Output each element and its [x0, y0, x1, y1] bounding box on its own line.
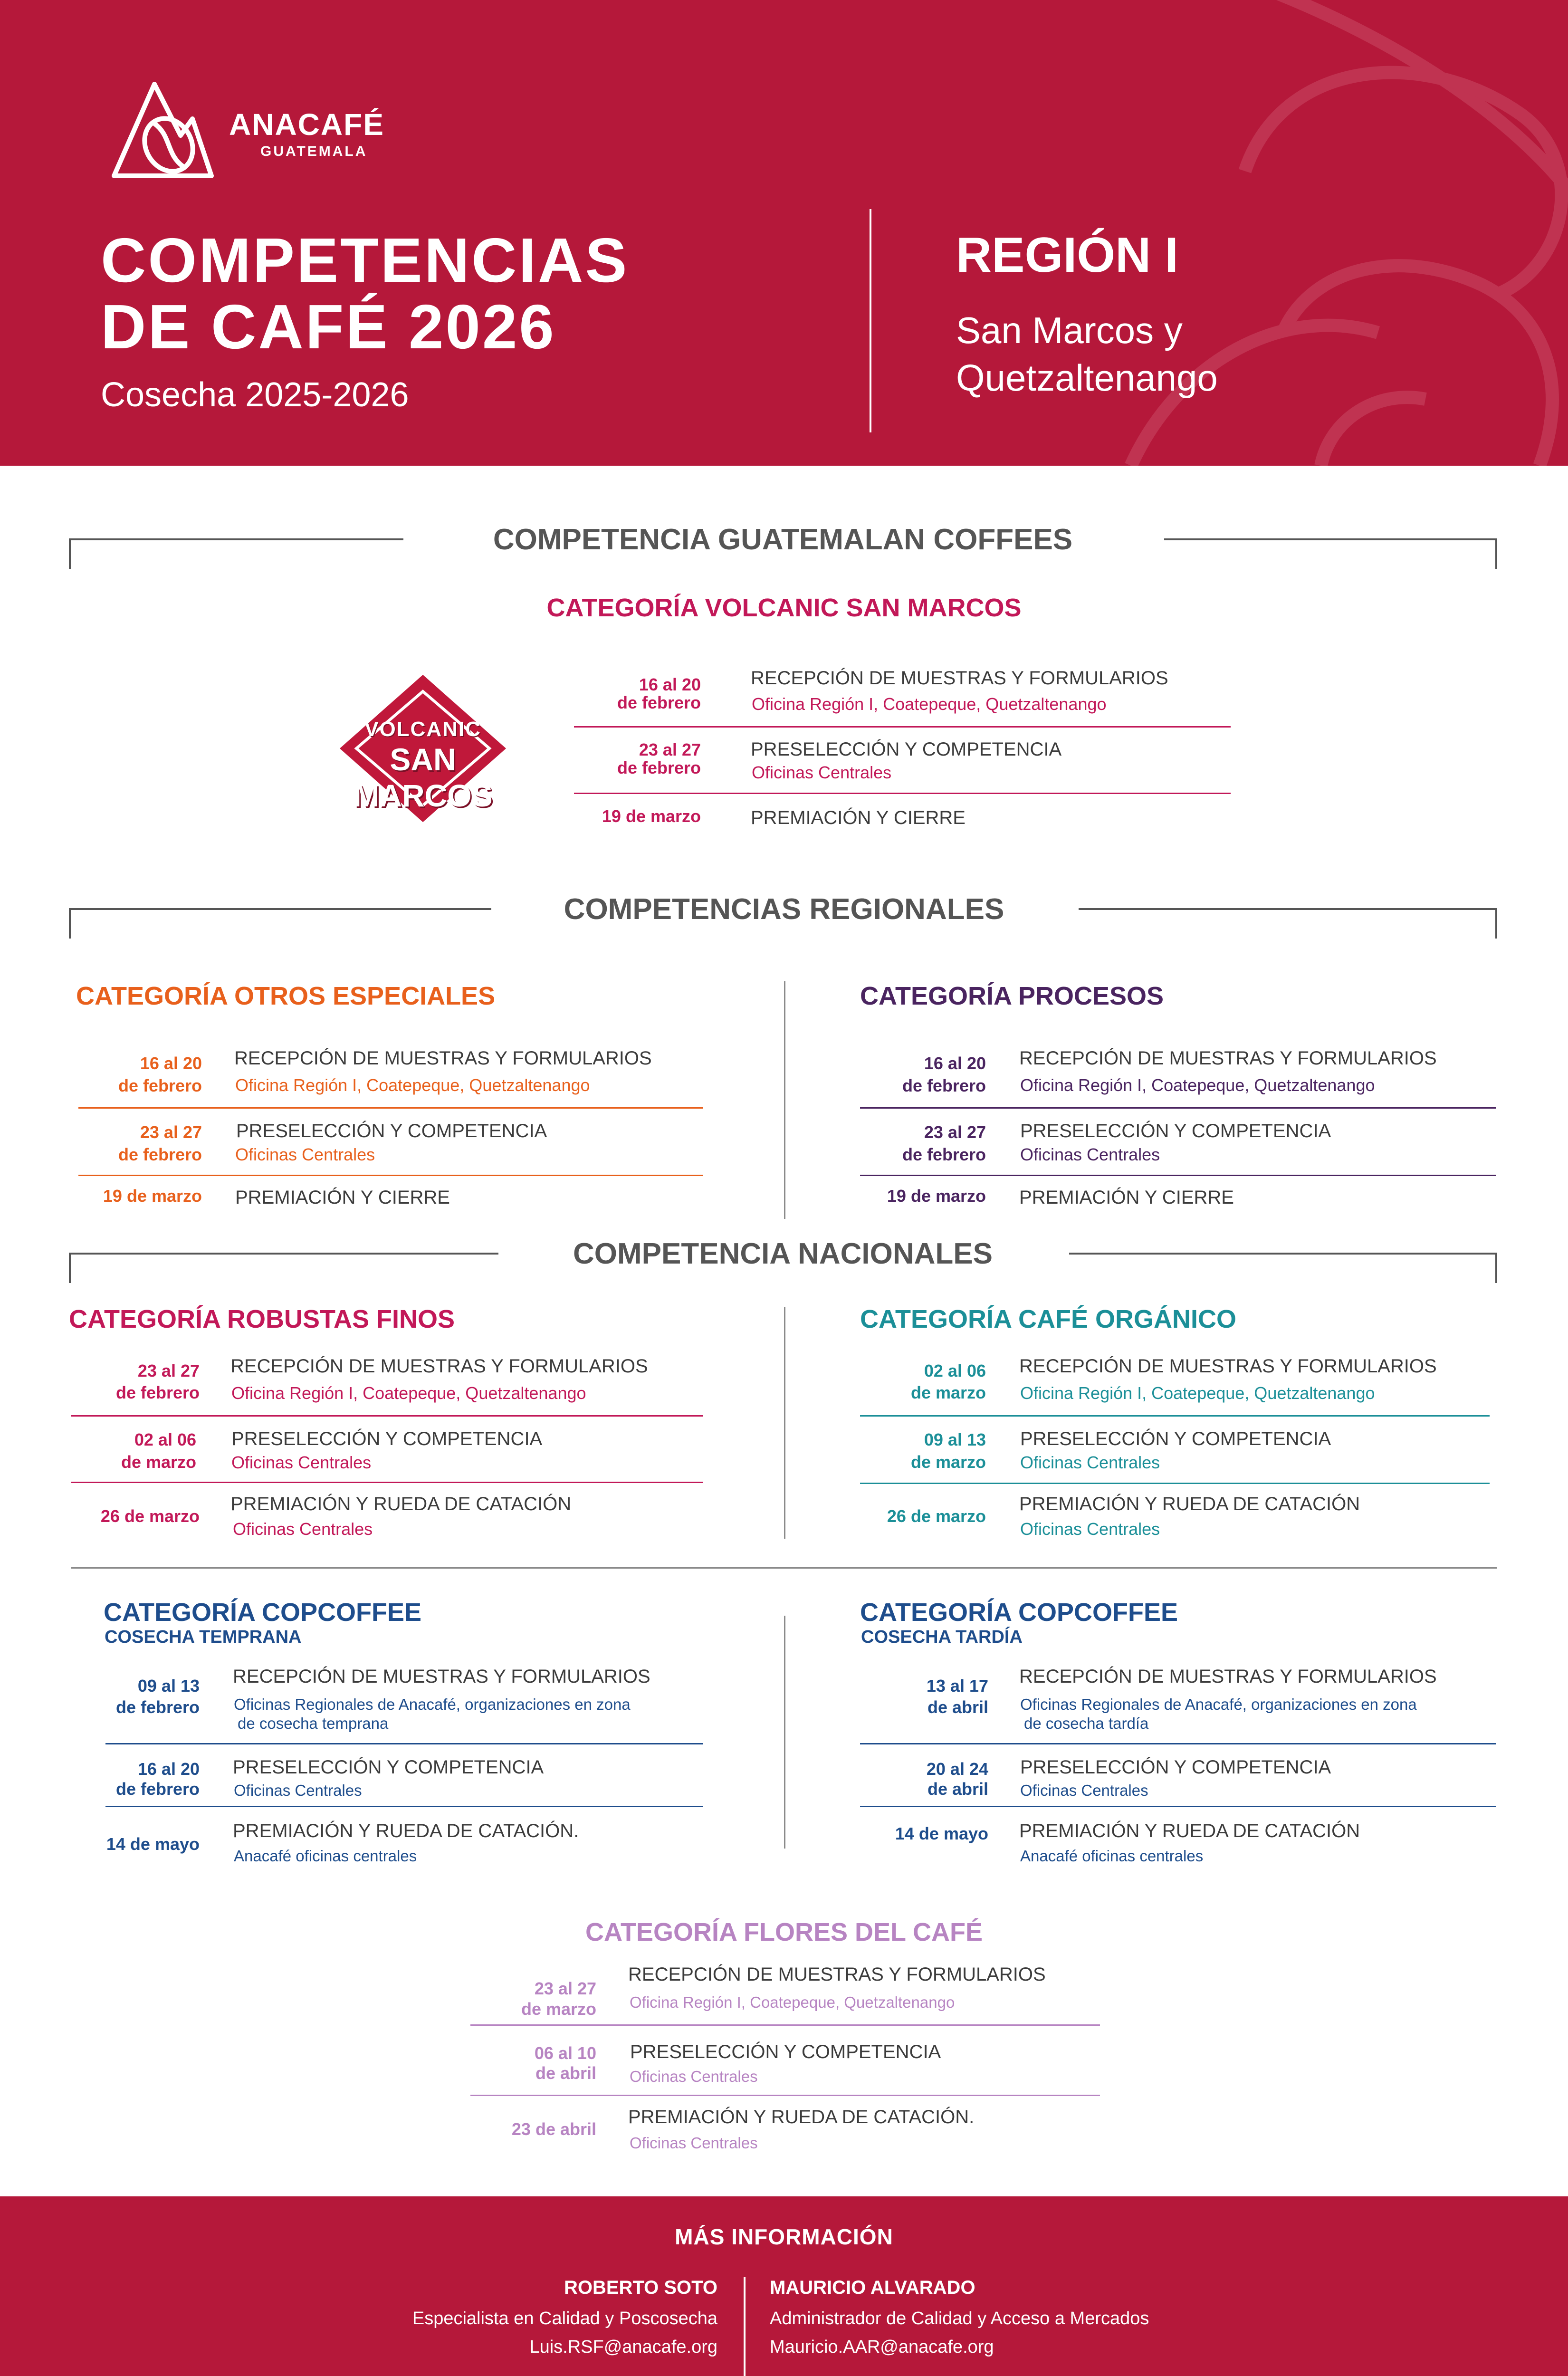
date-range: 06 al 10	[534, 2043, 596, 2063]
row-divider	[470, 2024, 1100, 2026]
section-bracket-right	[1164, 538, 1497, 569]
date-range: 23 al 27	[534, 1979, 596, 1998]
category-copcoffee-temprana: CATEGORÍA COPCOFFEE	[104, 1598, 422, 1627]
event-title: RECEPCIÓN DE MUESTRAS Y FORMULARIOS	[233, 1666, 650, 1687]
date-month: de marzo	[910, 1383, 986, 1402]
anacafe-logo-icon	[109, 78, 214, 181]
main-title-line1: COMPETENCIAS	[101, 225, 629, 295]
date-single: 19 de marzo	[602, 806, 701, 826]
column-separator	[784, 981, 785, 1219]
date-single: 14 de mayo	[895, 1824, 988, 1843]
date-month: de febrero	[617, 758, 701, 777]
section-bracket-right	[1079, 908, 1497, 939]
event-title: PRESELECCIÓN Y COMPETENCIA	[236, 1121, 547, 1141]
event-title: PRESELECCIÓN Y COMPETENCIA	[1020, 1121, 1331, 1141]
date-month: de febrero	[902, 1145, 986, 1164]
date-range: 20 al 24	[926, 1759, 988, 1779]
row-divider	[105, 1806, 703, 1807]
region-subtitle-line1: San Marcos y	[956, 309, 1183, 351]
category-otros-especiales: CATEGORÍA OTROS ESPECIALES	[76, 982, 496, 1010]
event-title: RECEPCIÓN DE MUESTRAS Y FORMULARIOS	[230, 1356, 648, 1377]
date-month: de marzo	[910, 1452, 986, 1472]
row-divider	[470, 2095, 1100, 2096]
column-separator	[784, 1616, 785, 1849]
date-single: 14 de mayo	[106, 1834, 200, 1854]
category-volcanic-san-marcos: CATEGORÍA VOLCANIC SAN MARCOS	[546, 594, 1022, 622]
date-range: 23 al 27	[639, 740, 701, 759]
contact2-name: MAURICIO ALVARADO	[770, 2277, 975, 2298]
event-location: Oficinas Regionales de Anacafé, organizaciones en zona	[234, 1696, 631, 1713]
event-title: PREMIACIÓN Y CIERRE	[235, 1187, 450, 1208]
header-divider	[870, 209, 871, 432]
event-title: PREMIACIÓN Y RUEDA DE CATACIÓN	[1019, 1820, 1360, 1841]
date-single: 26 de marzo	[887, 1506, 986, 1526]
date-single: 26 de marzo	[100, 1506, 200, 1526]
row-divider	[574, 726, 1231, 728]
event-title: PRESELECCIÓN Y COMPETENCIA	[1020, 1428, 1331, 1449]
contact1-name: ROBERTO SOTO	[564, 2277, 717, 2298]
category-subtitle: COSECHA TEMPRANA	[105, 1627, 302, 1647]
category-copcoffee-tardia: CATEGORÍA COPCOFFEE	[860, 1598, 1178, 1627]
row-divider	[574, 793, 1231, 794]
date-single: 19 de marzo	[103, 1186, 202, 1206]
event-title: PREMIACIÓN Y CIERRE	[751, 807, 966, 828]
event-title: PREMIACIÓN Y RUEDA DE CATACIÓN	[230, 1494, 572, 1514]
event-location: Oficinas Centrales	[630, 2068, 758, 2085]
event-location: Oficinas Centrales	[231, 1453, 372, 1472]
section-title-guatemalan: COMPETENCIA GUATEMALAN COFFEES	[493, 523, 1073, 556]
brand-name: ANACAFÉ	[229, 107, 384, 142]
section-bracket-left	[69, 1253, 498, 1283]
event-location: Oficinas Centrales	[630, 2134, 758, 2152]
date-range: 13 al 17	[926, 1676, 988, 1696]
event-location: Oficinas Centrales	[235, 1145, 375, 1164]
event-title: PREMIACIÓN Y RUEDA DE CATACIÓN.	[628, 2107, 975, 2127]
harvest-subtitle: Cosecha 2025-2026	[101, 376, 409, 414]
footer-divider	[744, 2277, 746, 2376]
event-location: Oficinas Centrales	[752, 763, 892, 782]
date-month: de marzo	[521, 1999, 596, 2019]
badge-line2: SAN MARCOS	[353, 742, 493, 813]
event-title: RECEPCIÓN DE MUESTRAS Y FORMULARIOS	[1019, 1666, 1437, 1687]
section-divider	[71, 1567, 1497, 1569]
category-subtitle: COSECHA TARDÍA	[861, 1627, 1023, 1647]
date-month: de febrero	[902, 1076, 986, 1095]
event-title: PRESELECCIÓN Y COMPETENCIA	[1020, 1757, 1331, 1778]
contact2-email[interactable]: Mauricio.AAR@anacafe.org	[770, 2337, 994, 2357]
event-location: Oficinas Centrales	[233, 1519, 373, 1539]
event-location: Oficinas Centrales	[1020, 1782, 1148, 1799]
date-range: 02 al 06	[134, 1430, 196, 1449]
date-month: de febrero	[115, 1383, 200, 1402]
event-location: Anacafé oficinas centrales	[1020, 1847, 1204, 1865]
row-divider	[71, 1482, 703, 1483]
event-location: Oficina Región I, Coatepeque, Quetzaltenango	[1020, 1075, 1375, 1095]
event-location: Oficina Región I, Coatepeque, Quetzaltenango	[231, 1383, 586, 1403]
category-robustas-finos: CATEGORÍA ROBUSTAS FINOS	[69, 1305, 455, 1333]
main-title-line2: DE CAFÉ 2026	[101, 292, 556, 362]
event-location: Oficinas Centrales	[1020, 1453, 1160, 1472]
contact1-role: Especialista en Calidad y Poscosecha	[412, 2309, 717, 2328]
date-month: de febrero	[115, 1779, 200, 1799]
date-range: 16 al 20	[137, 1759, 200, 1779]
event-location: Oficina Región I, Coatepeque, Quetzaltenango	[630, 1993, 955, 2011]
date-range: 23 al 27	[924, 1122, 986, 1142]
date-month: de febrero	[115, 1697, 200, 1717]
event-title: PREMIACIÓN Y RUEDA DE CATACIÓN.	[233, 1820, 579, 1841]
event-location: Oficinas Centrales	[234, 1782, 362, 1799]
event-title: RECEPCIÓN DE MUESTRAS Y FORMULARIOS	[1019, 1356, 1437, 1377]
row-divider	[105, 1743, 703, 1744]
event-location: Anacafé oficinas centrales	[234, 1847, 417, 1865]
row-divider	[860, 1415, 1490, 1417]
footer-title: MÁS INFORMACIÓN	[675, 2224, 893, 2249]
row-divider	[860, 1483, 1490, 1484]
date-range: 16 al 20	[140, 1054, 202, 1073]
category-procesos: CATEGORÍA PROCESOS	[860, 982, 1164, 1010]
badge-line1: VOLCANIC	[364, 718, 481, 741]
event-location: Oficina Región I, Coatepeque, Quetzaltenango	[235, 1075, 590, 1095]
row-divider	[71, 1415, 703, 1417]
row-divider	[78, 1175, 703, 1176]
event-title: PRESELECCIÓN Y COMPETENCIA	[751, 739, 1062, 760]
date-range: 23 al 27	[137, 1361, 200, 1380]
contact2-role: Administrador de Calidad y Acceso a Mercados	[770, 2309, 1149, 2328]
event-title: PREMIACIÓN Y CIERRE	[1019, 1187, 1234, 1208]
section-title-regionales: COMPETENCIAS REGIONALES	[564, 893, 1004, 926]
section-bracket-right	[1069, 1253, 1497, 1283]
date-range: 16 al 20	[639, 675, 701, 694]
date-range: 23 al 27	[140, 1122, 202, 1142]
section-title-nacionales: COMPETENCIA NACIONALES	[573, 1237, 993, 1270]
date-month: de marzo	[121, 1452, 196, 1472]
column-separator	[784, 1307, 785, 1539]
row-divider	[860, 1806, 1496, 1807]
event-title: RECEPCIÓN DE MUESTRAS Y FORMULARIOS	[628, 1964, 1046, 1985]
event-title: RECEPCIÓN DE MUESTRAS Y FORMULARIOS	[751, 668, 1168, 689]
date-month: de abril	[535, 2063, 596, 2083]
date-range: 09 al 13	[137, 1676, 200, 1696]
date-single: 23 de abril	[511, 2119, 596, 2139]
row-divider	[78, 1107, 703, 1109]
header-banner	[0, 0, 1568, 466]
region-subtitle-line2: Quetzaltenango	[956, 357, 1218, 399]
event-location: Oficinas Centrales	[1020, 1519, 1160, 1539]
event-title: PREMIACIÓN Y RUEDA DE CATACIÓN	[1019, 1494, 1360, 1514]
event-location-line2: de cosecha temprana	[238, 1715, 389, 1732]
category-cafe-organico: CATEGORÍA CAFÉ ORGÁNICO	[860, 1305, 1236, 1333]
event-title: PRESELECCIÓN Y COMPETENCIA	[231, 1428, 543, 1449]
date-month: de febrero	[118, 1145, 202, 1164]
section-bracket-left	[69, 538, 403, 569]
event-title: PRESELECCIÓN Y COMPETENCIA	[233, 1757, 544, 1778]
event-location: Oficina Región I, Coatepeque, Quetzaltenango	[752, 694, 1107, 714]
event-location: Oficina Región I, Coatepeque, Quetzaltenango	[1020, 1383, 1375, 1403]
section-bracket-left	[69, 908, 491, 939]
date-range: 02 al 06	[924, 1361, 986, 1380]
row-divider	[860, 1107, 1496, 1109]
event-title: RECEPCIÓN DE MUESTRAS Y FORMULARIOS	[1019, 1048, 1437, 1069]
contact1-email[interactable]: Luis.RSF@anacafe.org	[529, 2337, 717, 2357]
event-title: RECEPCIÓN DE MUESTRAS Y FORMULARIOS	[234, 1048, 652, 1069]
category-flores-del-cafe: CATEGORÍA FLORES DEL CAFÉ	[585, 1918, 983, 1946]
date-range: 16 al 20	[924, 1054, 986, 1073]
date-range: 09 al 13	[924, 1430, 986, 1449]
footer-banner	[0, 2196, 1568, 2376]
event-location: Oficinas Centrales	[1020, 1145, 1160, 1164]
region-title: REGIÓN I	[956, 228, 1179, 283]
row-divider	[860, 1175, 1496, 1176]
event-title: PRESELECCIÓN Y COMPETENCIA	[630, 2041, 941, 2062]
event-location: Oficinas Regionales de Anacafé, organizaciones en zona	[1020, 1696, 1417, 1713]
brand-subtitle: GUATEMALA	[260, 144, 368, 159]
row-divider	[860, 1743, 1496, 1744]
date-month: de febrero	[118, 1076, 202, 1095]
date-month: de abril	[927, 1779, 988, 1799]
date-month: de febrero	[617, 693, 701, 712]
date-single: 19 de marzo	[887, 1186, 986, 1206]
date-month: de abril	[927, 1697, 988, 1717]
event-location-line2: de cosecha tardía	[1024, 1715, 1149, 1732]
